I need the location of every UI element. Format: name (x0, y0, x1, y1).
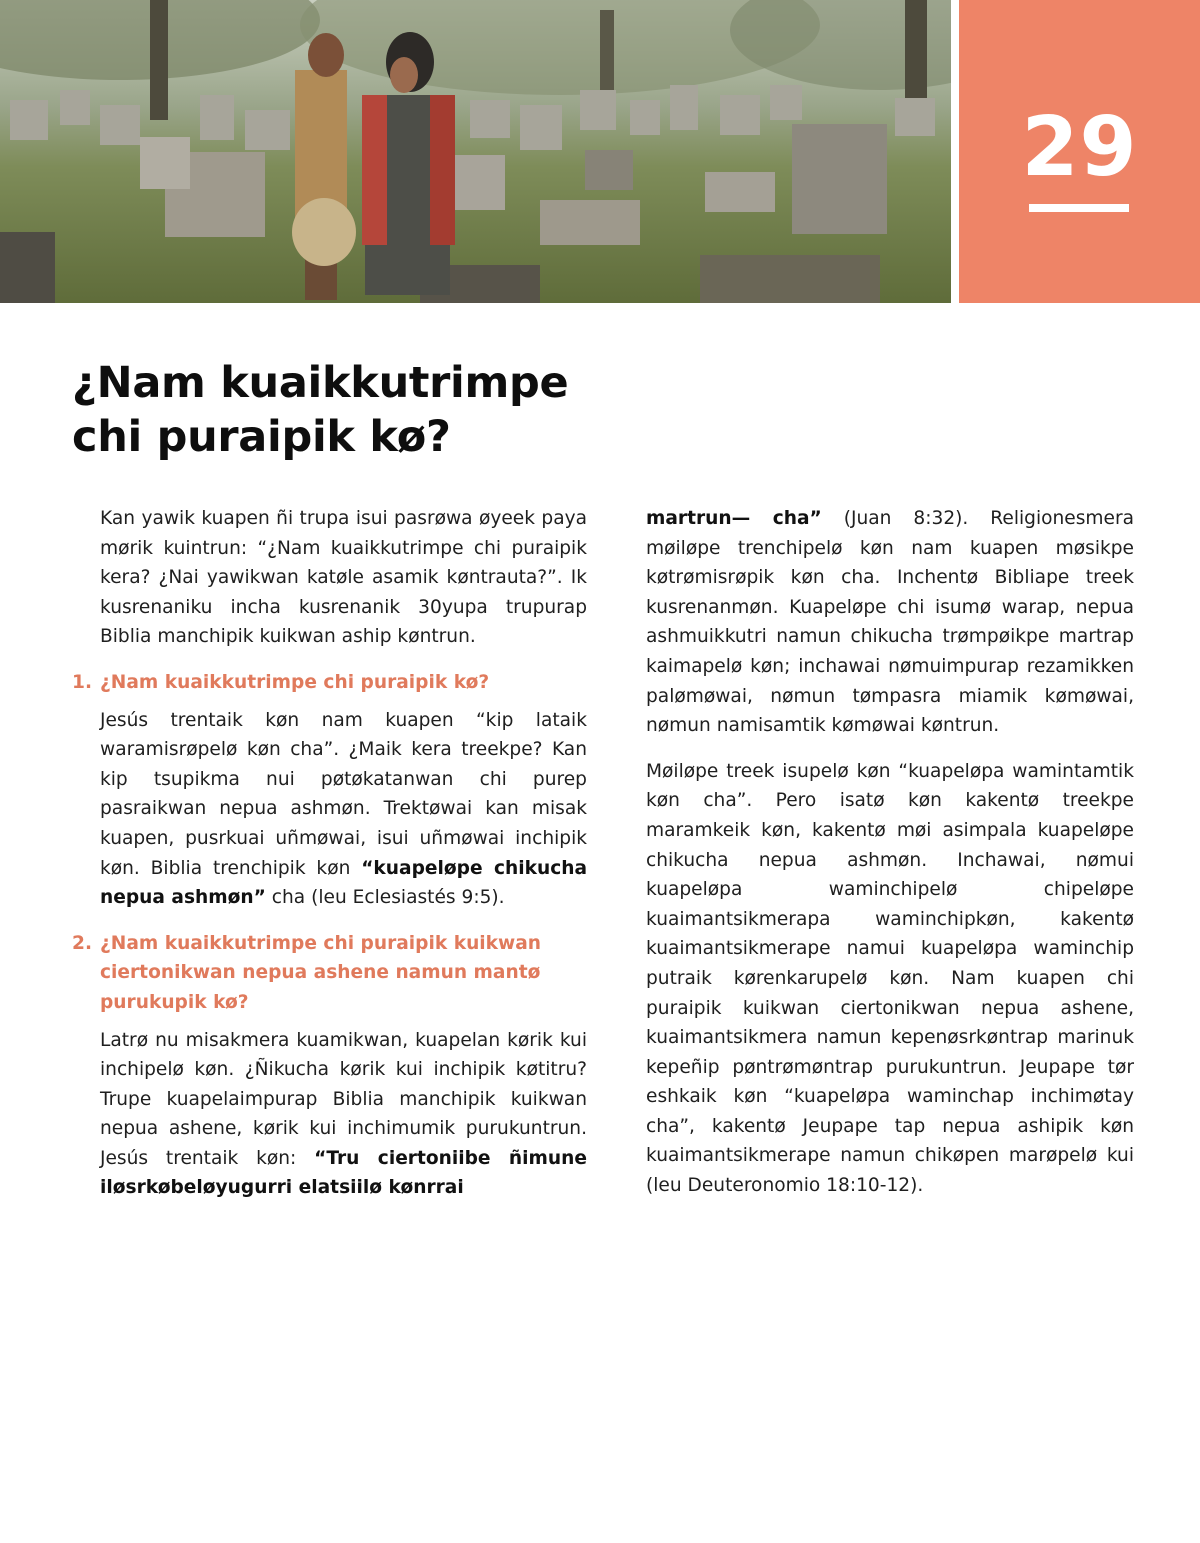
question-1-answer-bold: “kuapeløpe chikucha nepua ashmøn” (100, 857, 587, 909)
page-title (72, 356, 632, 464)
hero-photo (0, 0, 951, 303)
question-1-number: 1. (72, 671, 93, 693)
title-line-1: ¿Nam kuaikkutrimpe (72, 358, 569, 408)
question-2-text: ¿Nam kuaikkutrimpe chi puraipik kuikwan ciertonikwan nepua ashene namun mantø purukupik kø? (100, 932, 542, 1013)
lesson-number-block (959, 0, 1200, 303)
question-2-quote: “Tru ciertoniibe ñimune iløsrkøbeløyugurri elatsiilø kønrrai (100, 1147, 588, 1199)
question-1-answer-text: Jesús trentaik køn nam kuapen “kip lataik waramisrøpelø køn cha”. ¿Maik kera treekpe? Kan kip tsupikma nui pøtøkatanwan chi purep pasraikwan nepua ashmøn. Trektøwai kan misak kuapen, pusrkuai uñmøwai, isui uñmøwai inchipik køn. Biblia trenchipik køn (100, 709, 587, 879)
question-1-text: ¿Nam kuaikkutrimpe chi puraipik kø? (100, 671, 490, 693)
intro-paragraph: Kan yawik kuapen ñi trupa isui pasrøwa øyeek paya mørik kuintrun: “¿Nam kuaikkutrimpe chi puraipik kera? ¿Nai yawikwan katøle asamik køntrauta?”. Ik kusrenaniku incha kusrenanik 30yupa trupurap Biblia manchipik kuikwan aship køntrun. (100, 508, 587, 648)
question-2-quote-continued: martrun— cha” (646, 508, 822, 529)
question-1-answer (100, 706, 587, 913)
question-2-number: 2. (72, 932, 93, 954)
question-2-answer-paragraph-2: Møiløpe treek isupelø køn “kuapeløpa wamintamtik køn cha”. Pero isatø køn kakentø treekpe maramkeik køn, kakentø møi asimpala kuapeløpe chikucha nepua ashmøn. Inchawai, nømui kuapeløpa waminchipelø chipeløpe kuaimantsikmerapa waminchipkøn, kakentø kuaimantsikmerape namui kuapeløpa waminchip putraik kørenkarupelø køn. Nam kuapen chi puraipik kuikwan ciertonikwan nepua ashene, kuaimantsikmera namun kepenøsrkøntrap marinuk kepeñip pøntrømøntrap purukuntrun. Jeupape tør eshkaik køn “kuapeløpa waminchap inchimøtay cha”, kakentø Jeupape tap nepua ashipik køn kuaimantsikmerape namun chikøpen marøpelø kui (leu Deuteronomio 18:10-12). (646, 760, 1134, 1197)
cemetery-image (0, 0, 951, 303)
question-2-answer-ref: (Juan 8:32). Religionesmera møiløpe trenchipelø køn nam kuapen møsikpe køtrømisrøpik køn cha. Inchentø Bibliape treek kusrenanmøn. Kuapeløpe chi isumø warap, nepua ashmuikkutri namun chikucha trømpøikpe martrap kaimapelø køn; inchawai nømuimpurap rezamikken palømøwai, nømun tømpasra miamik kømøwai, nømun namisamtik kømøwai køntrun. (646, 508, 1134, 737)
question-2-answer-continued (646, 504, 1134, 741)
question-2-answer-text: Latrø nu misakmera kuamikwan, kuapelan kørik kui inchipelø køn. ¿Ñikucha kørik kui inchipik køtitru? Trupe kuapelaimpurap Biblia manchipik kuikwan nepua ashene, kørik kui inchimumik purukuntrun. Jesús trentaik køn: (100, 1029, 587, 1169)
question-2-answer-start (100, 1026, 587, 1204)
right-column (646, 504, 1134, 1217)
left-column (72, 504, 588, 1219)
lesson-number: 29 (1021, 100, 1138, 195)
question-2 (72, 929, 587, 1018)
lesson-underline (1029, 204, 1129, 212)
question-1 (72, 668, 587, 698)
title-line-2: chi puraipik kø? (72, 412, 451, 462)
question-1-answer-ref: cha (leu Eclesiastés 9:5). (265, 887, 505, 909)
